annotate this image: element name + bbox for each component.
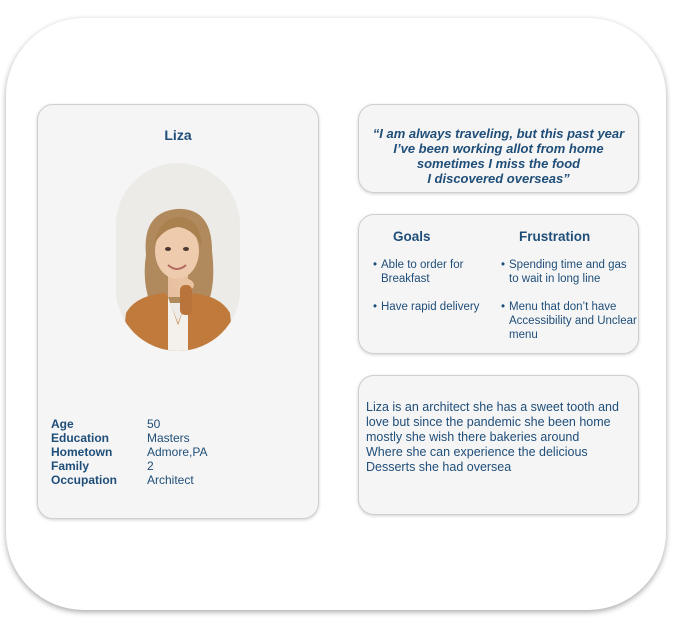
persona-name: Liza	[164, 127, 192, 143]
frustration-item: • Spending time and gas to wait in long line	[501, 258, 637, 286]
frustration-title: Frustration	[519, 229, 591, 244]
detail-row-education	[51, 431, 207, 445]
goals-list	[373, 258, 491, 328]
detail-value: 50	[147, 417, 161, 431]
detail-value: Masters	[147, 431, 190, 445]
persona-photo	[116, 163, 240, 351]
detail-label: Occupation	[51, 473, 118, 487]
detail-label: Age	[51, 417, 74, 431]
bio-card	[358, 375, 639, 515]
profile-card	[37, 104, 319, 519]
quote-card	[358, 104, 639, 193]
goals-title: Goals	[393, 229, 431, 244]
frustration-list	[501, 258, 637, 356]
detail-value: 2	[147, 459, 154, 473]
goal-item: • Able to order for Breakfast	[373, 258, 491, 286]
goal-item: • Have rapid delivery	[373, 300, 491, 314]
detail-label: Education	[51, 431, 110, 445]
profile-details	[51, 417, 207, 487]
detail-row-age	[51, 417, 207, 431]
persona-bio: Liza is an architect she has a sweet tooth and love but since the pandemic she been home mostly she wish there bakeries around Where she can experience the delicious Desserts she had oversea	[366, 400, 619, 474]
detail-value: Admore,PA	[147, 445, 208, 459]
detail-value: Architect	[147, 473, 194, 487]
detail-row-occupation	[51, 473, 207, 487]
detail-row-hometown	[51, 445, 207, 459]
goals-frustrations-card	[358, 214, 639, 354]
detail-row-family	[51, 459, 207, 473]
persona-quote: “I am always traveling, but this past year I’ve been working allot from home sometimes I miss the food I discovered overseas”	[372, 126, 625, 186]
frustration-item: • Menu that don’t have Accessibility and Unclear menu	[501, 300, 637, 342]
detail-label: Hometown	[51, 445, 113, 459]
detail-label: Family	[51, 459, 90, 473]
